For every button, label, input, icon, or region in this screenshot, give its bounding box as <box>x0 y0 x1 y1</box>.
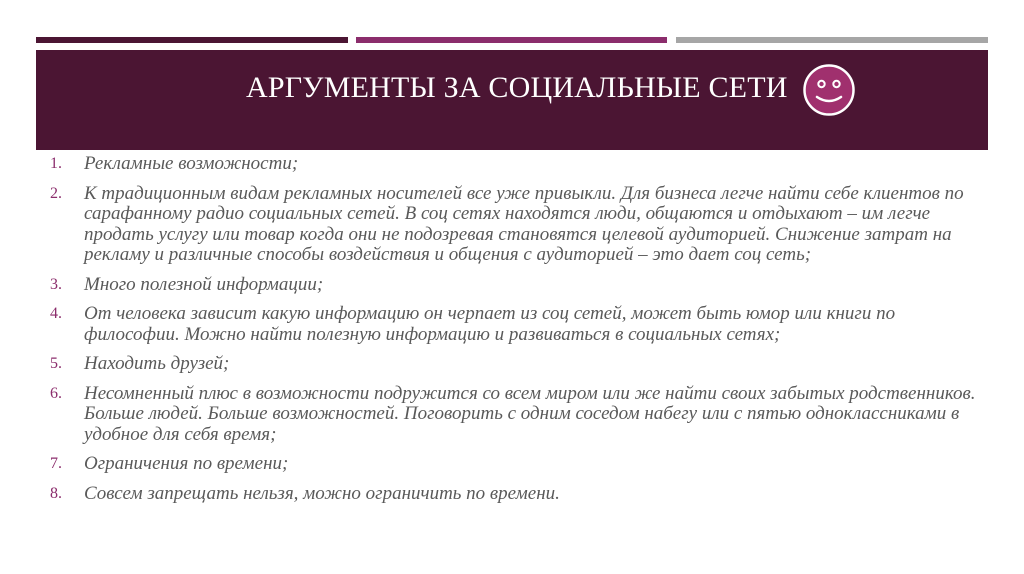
smiley-face-icon <box>802 63 856 117</box>
list-item <box>50 384 980 446</box>
top-accent-bar-gray <box>676 37 988 43</box>
list-item-number: 6. <box>50 384 62 402</box>
list-item-text: Ограничения по времени; <box>84 453 289 474</box>
smiley-face <box>805 66 854 115</box>
list-item <box>50 275 980 296</box>
list-item <box>50 154 980 175</box>
argument-list <box>50 154 980 513</box>
list-item <box>50 184 980 266</box>
list-item-text: Совсем запрещать нельзя, можно ограничить по времени. <box>84 482 560 504</box>
list-item-text: Рекламные возможности; <box>84 153 299 174</box>
top-accent-bar-dark <box>36 37 348 43</box>
list-item-text: К традиционным видам рекламных носителей все уже привыкли. Для бизнеса легче найти себе клиентов по сарафанному радио социальных сетей. В соц сетях находятся люди, общаются и отдыхают – им легче продать услугу или товар когда они не подозревая становятся целевой аудиторией. Снижение затрат на рекламу и различные способы воздействия и общения с аудиторией – это дает соц сеть; <box>84 182 964 265</box>
top-accent-bar-magenta <box>356 37 667 43</box>
list-item-text: От человека зависит какую информацию он черпает из соц сетей, может быть юмор или книги по философии. Можно найти полезную информацию и развиваться в социальных сетях; <box>84 303 896 345</box>
list-item-number: 8. <box>50 484 62 502</box>
list-item-text: Находить друзей; <box>84 353 230 374</box>
list-item-number: 3. <box>50 275 62 293</box>
list-item-number: 5. <box>50 355 62 372</box>
list-item-number: 1. <box>50 155 62 172</box>
slide-title: АРГУМЕНТЫ ЗА СОЦИАЛЬНЫЕ СЕТИ <box>246 71 788 104</box>
list-item-number: 7. <box>50 455 62 472</box>
list-item-text: Несомненный плюс в возможности подружится со всем миром или же найти своих забытых родственников. Больше людей. Больше возможностей. Поговорить с одним соседом набегу или с пятью одноклассниками в удобное для себя время; <box>84 382 976 445</box>
list-item-number: 4. <box>50 305 62 322</box>
list-item-text: Много полезной информации; <box>84 273 324 295</box>
list-item <box>50 304 980 345</box>
list-item <box>50 454 980 475</box>
title-banner <box>36 50 988 150</box>
list-item-number: 2. <box>50 184 62 202</box>
list-item <box>50 484 980 505</box>
list-item <box>50 354 980 375</box>
